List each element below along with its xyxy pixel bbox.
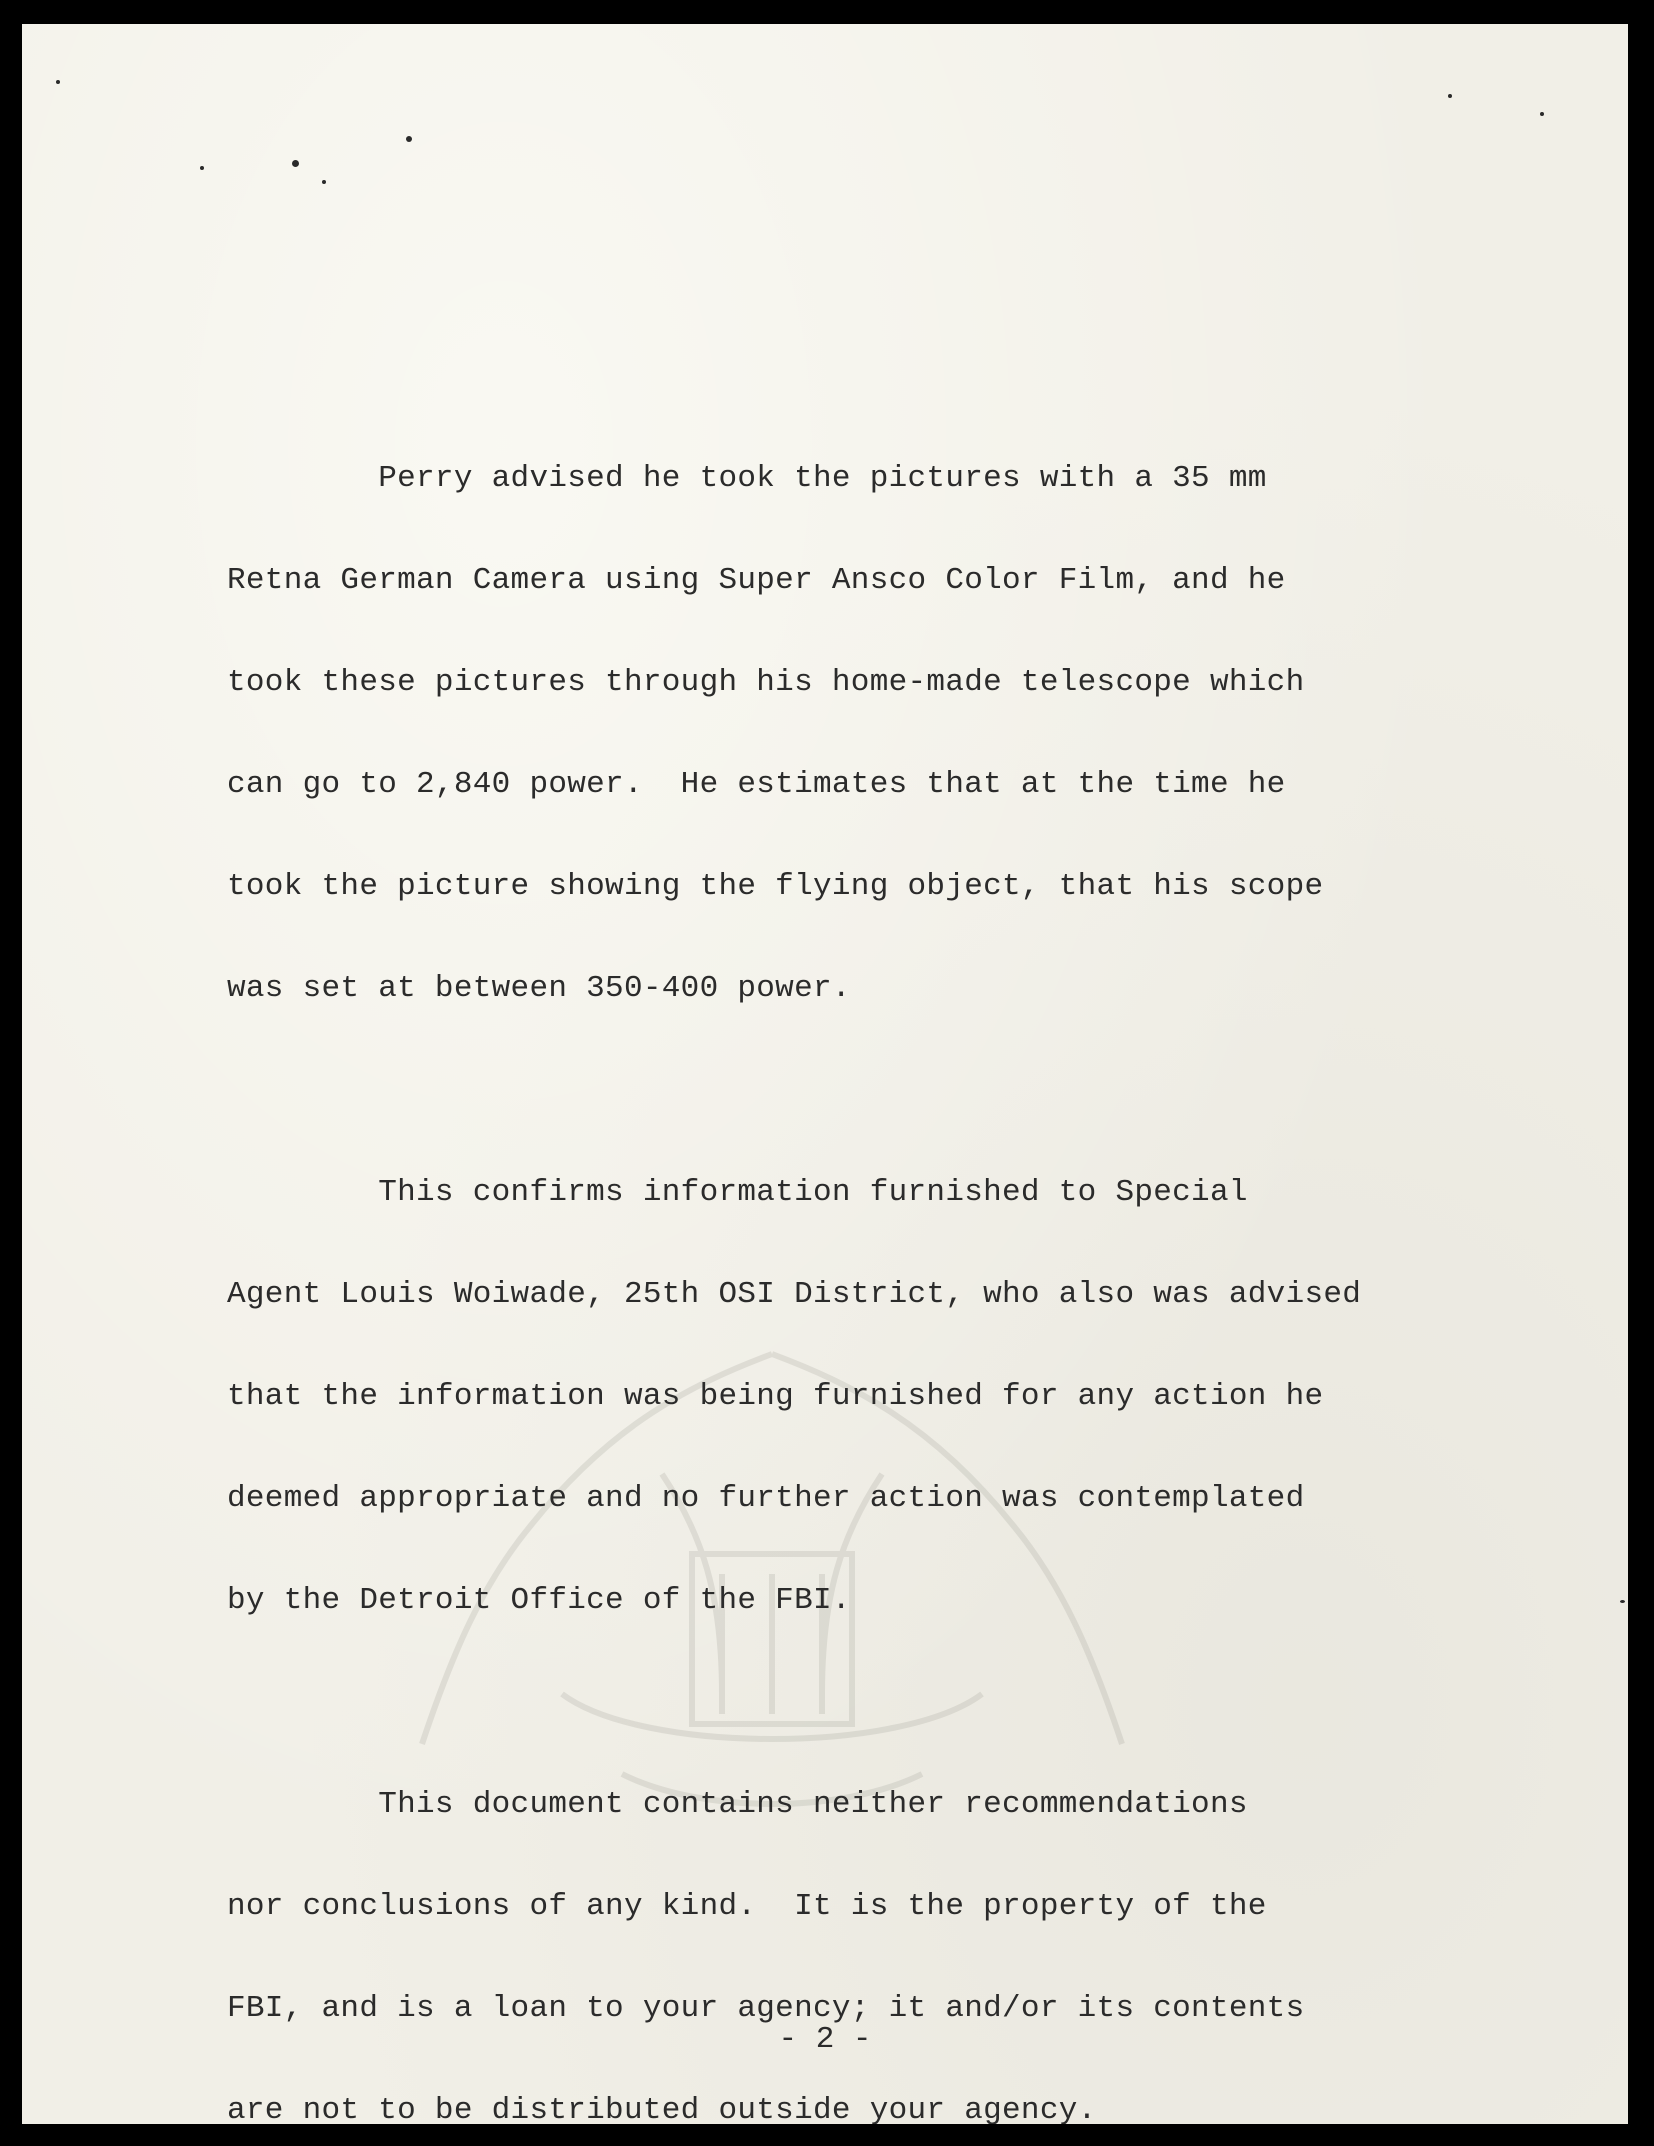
speck — [200, 166, 204, 170]
speck — [1540, 112, 1544, 116]
text-line: took these pictures through his home-made telescope which — [227, 665, 1305, 700]
text-line: Retna German Camera using Super Ansco Color Film, and he — [227, 563, 1286, 598]
text-line: Perry advised he took the pictures with a 35 mm — [227, 461, 1267, 496]
text-line: was set at between 350-400 power. — [227, 971, 851, 1006]
paragraph — [227, 1108, 1487, 1686]
text-line: This confirms information furnished to Special — [227, 1175, 1248, 1210]
text-line: This document contains neither recommendations — [227, 1787, 1248, 1822]
text-line: took the picture showing the flying object, that his scope — [227, 869, 1324, 904]
document-page — [22, 24, 1628, 2124]
speck — [1620, 1600, 1625, 1603]
text-line: are not to be distributed outside your agency. — [227, 2093, 1097, 2124]
text-line: FBI, and is a loan to your agency; it and/or its contents — [227, 1991, 1305, 2026]
text-line: that the information was being furnished for any action he — [227, 1379, 1324, 1414]
speck — [292, 160, 299, 167]
speck — [1448, 94, 1452, 98]
speck — [406, 136, 412, 142]
paragraph — [227, 394, 1487, 1074]
text-line: nor conclusions of any kind. It is the property of the — [227, 1889, 1267, 1924]
speck — [322, 180, 326, 184]
speck — [56, 80, 60, 84]
text-line: can go to 2,840 power. He estimates that at the time he — [227, 767, 1286, 802]
page-number: - 2 - — [778, 2022, 872, 2057]
paragraph — [227, 1720, 1487, 2124]
text-line: deemed appropriate and no further action was contemplated — [227, 1481, 1305, 1516]
document-body — [227, 394, 1487, 2124]
text-line: by the Detroit Office of the FBI. — [227, 1583, 851, 1618]
text-line: Agent Louis Woiwade, 25th OSI District, who also was advised — [227, 1277, 1362, 1312]
